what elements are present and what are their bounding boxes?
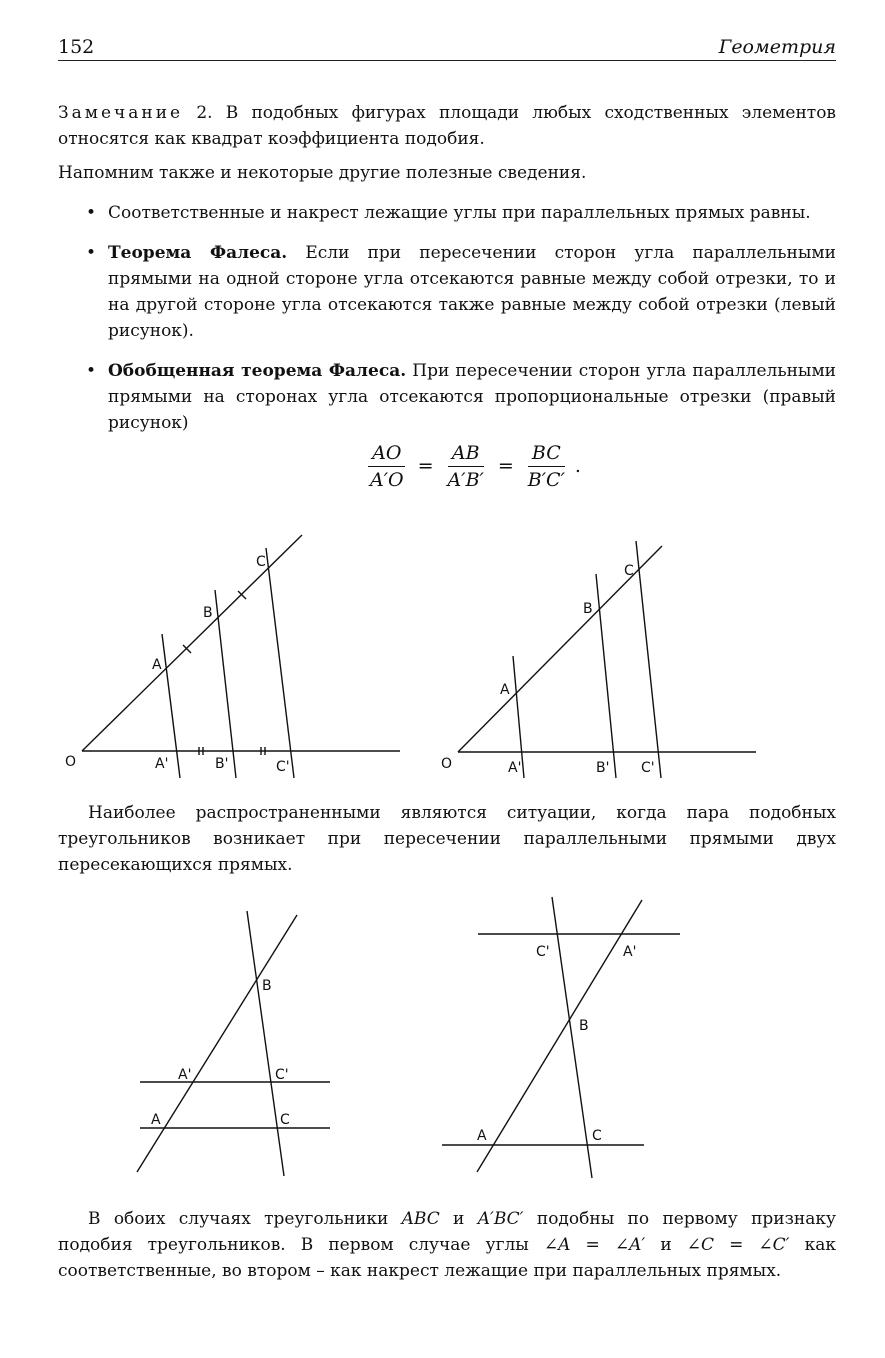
- label-a-prime: A': [178, 1067, 192, 1083]
- intro-paragraph: Напомним также и некоторые другие полезные сведения.: [58, 163, 587, 183]
- label-o: O: [441, 756, 453, 772]
- label-b: B: [203, 605, 213, 621]
- label-a: A: [152, 657, 162, 673]
- label-c: C: [624, 563, 634, 579]
- angle-equality-c: ∠C = ∠C′: [686, 1235, 790, 1255]
- generalized-thales-title: Обобщенная теорема Фалеса.: [108, 361, 407, 381]
- label-b: B: [579, 1018, 589, 1034]
- label-c: C: [592, 1128, 602, 1144]
- label-c-prime: C': [641, 760, 655, 776]
- generalized-thales-text: При пересечении сторон угла параллельными прямыми на сторонах угла отсекаются пропорциональные отрезки (правый рисунок): [108, 361, 836, 433]
- triangle-abc: ABC: [401, 1209, 440, 1229]
- label-c: C: [256, 554, 266, 570]
- label-a-prime: A': [155, 756, 169, 772]
- triangle-a-prime-b-c-prime: A′BC′: [477, 1209, 524, 1229]
- label-a-prime: A': [623, 944, 637, 960]
- label-a: A: [151, 1112, 161, 1128]
- middle-paragraph: Наиболее распространенными являются ситуации, когда пара подобных треугольников возникает при пересечении параллельными прямыми двух пересекающихся прямых.: [58, 803, 836, 875]
- label-o: O: [65, 754, 77, 770]
- final-paragraph: В обоих случаях треугольники ABC и A′BC′ подобны по первому признаку подобия треугольников. В первом случае углы ∠A = ∠A′ и ∠C = ∠C′ как соответственные, во втором – как накрест лежащие при параллельных прямых.: [58, 1209, 837, 1281]
- transversal-line-2: [477, 900, 642, 1172]
- fraction-ao: $\frac{AO}{A'O}$: [370, 441, 404, 491]
- label-c-prime: C': [276, 759, 290, 775]
- label-b: B: [583, 601, 593, 617]
- thales-title: Теорема Фалеса.: [108, 243, 288, 263]
- label-a: A: [477, 1128, 487, 1144]
- angle-equality-a: ∠A = ∠A′: [543, 1235, 646, 1255]
- fraction-ab: $\frac{AB}{A'B'}$: [447, 441, 484, 491]
- label-a: A: [500, 682, 510, 698]
- label-a-prime: A': [508, 760, 522, 776]
- page-number: 152: [58, 36, 95, 58]
- proportion-formula: $\frac{AO}{A'O}$ = $\frac{AB}{A'B'}$ = $\frac{BC}{B'C'}$ .: [360, 436, 581, 496]
- label-b-prime: B': [596, 760, 610, 776]
- bullet-text-1: Соответственные и накрест лежащие углы при параллельных прямых равны.: [108, 203, 811, 223]
- thales-text: Если при пересечении сторон угла параллельными прямыми на одной стороне угла отсекаются равные между собой отрезки, то и на другой стороне угла отсекаются также равные между собой отрезки (левый рисунок).: [108, 243, 836, 341]
- remark-text: 2. В подобных фигурах площади любых сходственных элементов относятся как квадрат коэффициента подобия.: [58, 103, 836, 149]
- label-c-prime: C': [536, 944, 550, 960]
- running-title: Геометрия: [718, 36, 836, 58]
- remark-label: Замечание: [58, 103, 184, 123]
- fraction-bc: $\frac{BC}{B'C'}$: [527, 441, 565, 491]
- label-c: C: [280, 1112, 290, 1128]
- label-c-prime: C': [275, 1067, 289, 1083]
- label-b-prime: B': [215, 756, 229, 772]
- label-b: B: [262, 978, 272, 994]
